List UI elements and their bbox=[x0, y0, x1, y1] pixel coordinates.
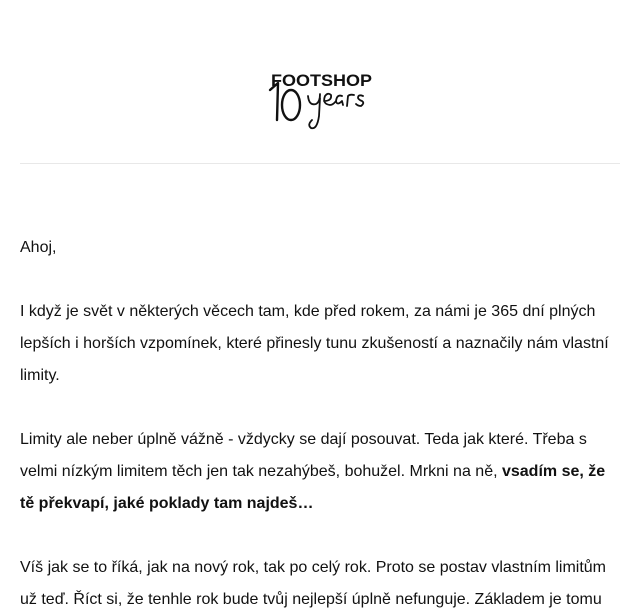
email-header bbox=[0, 0, 640, 164]
paragraph-limits-text: Limity ale neber úplně vážně - vždycky se dají posouvat. Teda jak které. Třeba s velmi nízkým limitem těch jen tak nezahýbeš, bohužel. Mrkni na ně, bbox=[20, 431, 587, 480]
email-body bbox=[20, 232, 620, 616]
greeting: Ahoj, bbox=[20, 239, 57, 256]
paragraph-limits bbox=[20, 424, 620, 520]
footshop-10-years-logo[interactable] bbox=[262, 68, 380, 134]
footshop-logo-graphic bbox=[262, 68, 380, 134]
logo-script-years bbox=[308, 94, 363, 129]
paragraph-new-year: Víš jak se to říká, jak na nový rok, tak po celý rok. Proto se postav vlastním limitům už teď. Říct si, že tenhle rok bude tvůj nejlepší úplně nefunguje. Základem je tomu bbox=[20, 559, 606, 608]
logo-brand-text: FOOTSHOP bbox=[271, 71, 372, 90]
paragraph-limits-highlight: vsadím se, že tě překvapí, jaké poklady tam najdeš… bbox=[20, 463, 606, 512]
logo-script-zero bbox=[282, 90, 300, 120]
paragraph-intro: I když je svět v některých věcech tam, kde před rokem, za námi je 365 dní plných lepších i horších vzpomínek, které přinesly tunu zkušeností a naznačily nám vlastní limity. bbox=[20, 303, 609, 384]
header-divider bbox=[20, 163, 620, 164]
